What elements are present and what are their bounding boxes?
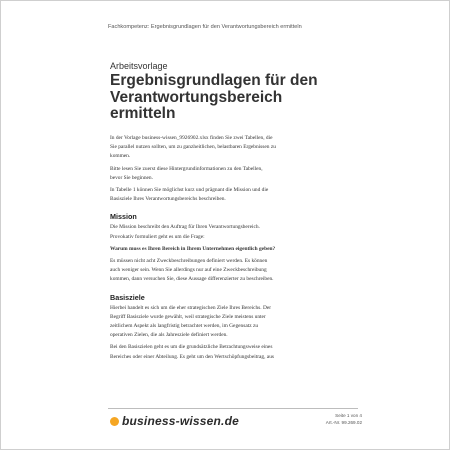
footer-logo (110, 414, 239, 428)
text-line: Begriff Basisziele wurde gewählt, weil strategische Ziele meistens unter (110, 313, 266, 320)
mission-question (110, 245, 410, 254)
title-line: Verantwortungsbereich (110, 88, 283, 106)
text-line: In Tabelle 1 können Sie möglichst kurz und prägnant die Mission und die (110, 187, 269, 194)
intro-paragraph (110, 134, 410, 162)
text-line: Bereiches oder einer Abteilung. Es geht um den Wertschöpfungsbeitrag, aus (110, 353, 274, 360)
text-line: Bitte lesen Sie zuerst diese Hintergrundinformationen zu den Tabellen, (110, 165, 263, 172)
text-line: operativen Zielen, die als Jahresziele definiert werden. (110, 332, 228, 339)
text-line: Es müssen nicht acht Zweckbeschreibungen definiert werden. Es können (110, 258, 268, 265)
intro-paragraph (110, 165, 410, 183)
text-line: Basisziele Ihres Verantwortungsbereichs beschreiben. (110, 196, 226, 203)
running-header: Fachkompetenz: Ergebnisgrundlagen für den Verantwortungsbereich ermitteln (108, 24, 302, 30)
section-heading-mission: Mission (110, 212, 137, 222)
logo-text: business-wissen.de (122, 414, 239, 428)
document-subtitle: Arbeitsvorlage (110, 61, 168, 71)
text-line: kommen, dann versuchen Sie, diese Aussage differenzierter zu beschreiben. (110, 276, 274, 283)
footer-divider (108, 408, 358, 409)
intro-paragraph (110, 186, 410, 204)
basisziele-paragraph (110, 343, 410, 361)
text-line: Hierbei handelt es sich um die eher strategischen Ziele Ihres Bereichs. Der (110, 304, 272, 311)
logo-dot-icon (110, 417, 119, 426)
text-line: Provokativ formuliert geht es um die Frage: (110, 233, 205, 240)
text-line: kommen. (110, 153, 131, 160)
text-line: auch weniger sein. Wenn Sie allerdings nur auf eine Zweckbeschreibung (110, 267, 267, 274)
document-title (110, 73, 400, 123)
footer-meta (300, 412, 362, 426)
mission-paragraph (110, 257, 410, 285)
page-number: Seite 1 von 4 (335, 413, 362, 418)
document-body (110, 134, 410, 365)
section-heading-basisziele: Basisziele (110, 292, 145, 302)
text-line: In der Vorlage business-wissen_9926902.xlsx finden Sie zwei Tabellen, die (110, 135, 273, 141)
text-line: Warum muss es Ihren Bereich in Ihrem Unternehmen eigentlich geben? (110, 245, 276, 252)
text-line: zeitlichem Aspekt als langfristig betrachtet werden, im Gegensatz zu (110, 323, 259, 330)
text-line: Die Mission beschreibt den Auftrag für Ihren Verantwortungsbereich. (110, 224, 260, 231)
text-line: Sie parallel nutzen sollten, um zu ganzheitlichen, belastbaren Ergebnissen zu (110, 144, 276, 151)
mission-paragraph (110, 223, 410, 241)
article-number: Art.-Nr. 99.269.02 (325, 420, 362, 425)
text-line: bevor Sie beginnen. (110, 174, 153, 181)
basisziele-paragraph (110, 304, 410, 341)
title-line: ermitteln (110, 105, 176, 122)
title-line: Ergebnisgrundlagen für den (110, 72, 318, 89)
text-line: Bei den Basiszielen geht es um die grundsätzliche Betrachtungsweise eines (110, 344, 273, 351)
